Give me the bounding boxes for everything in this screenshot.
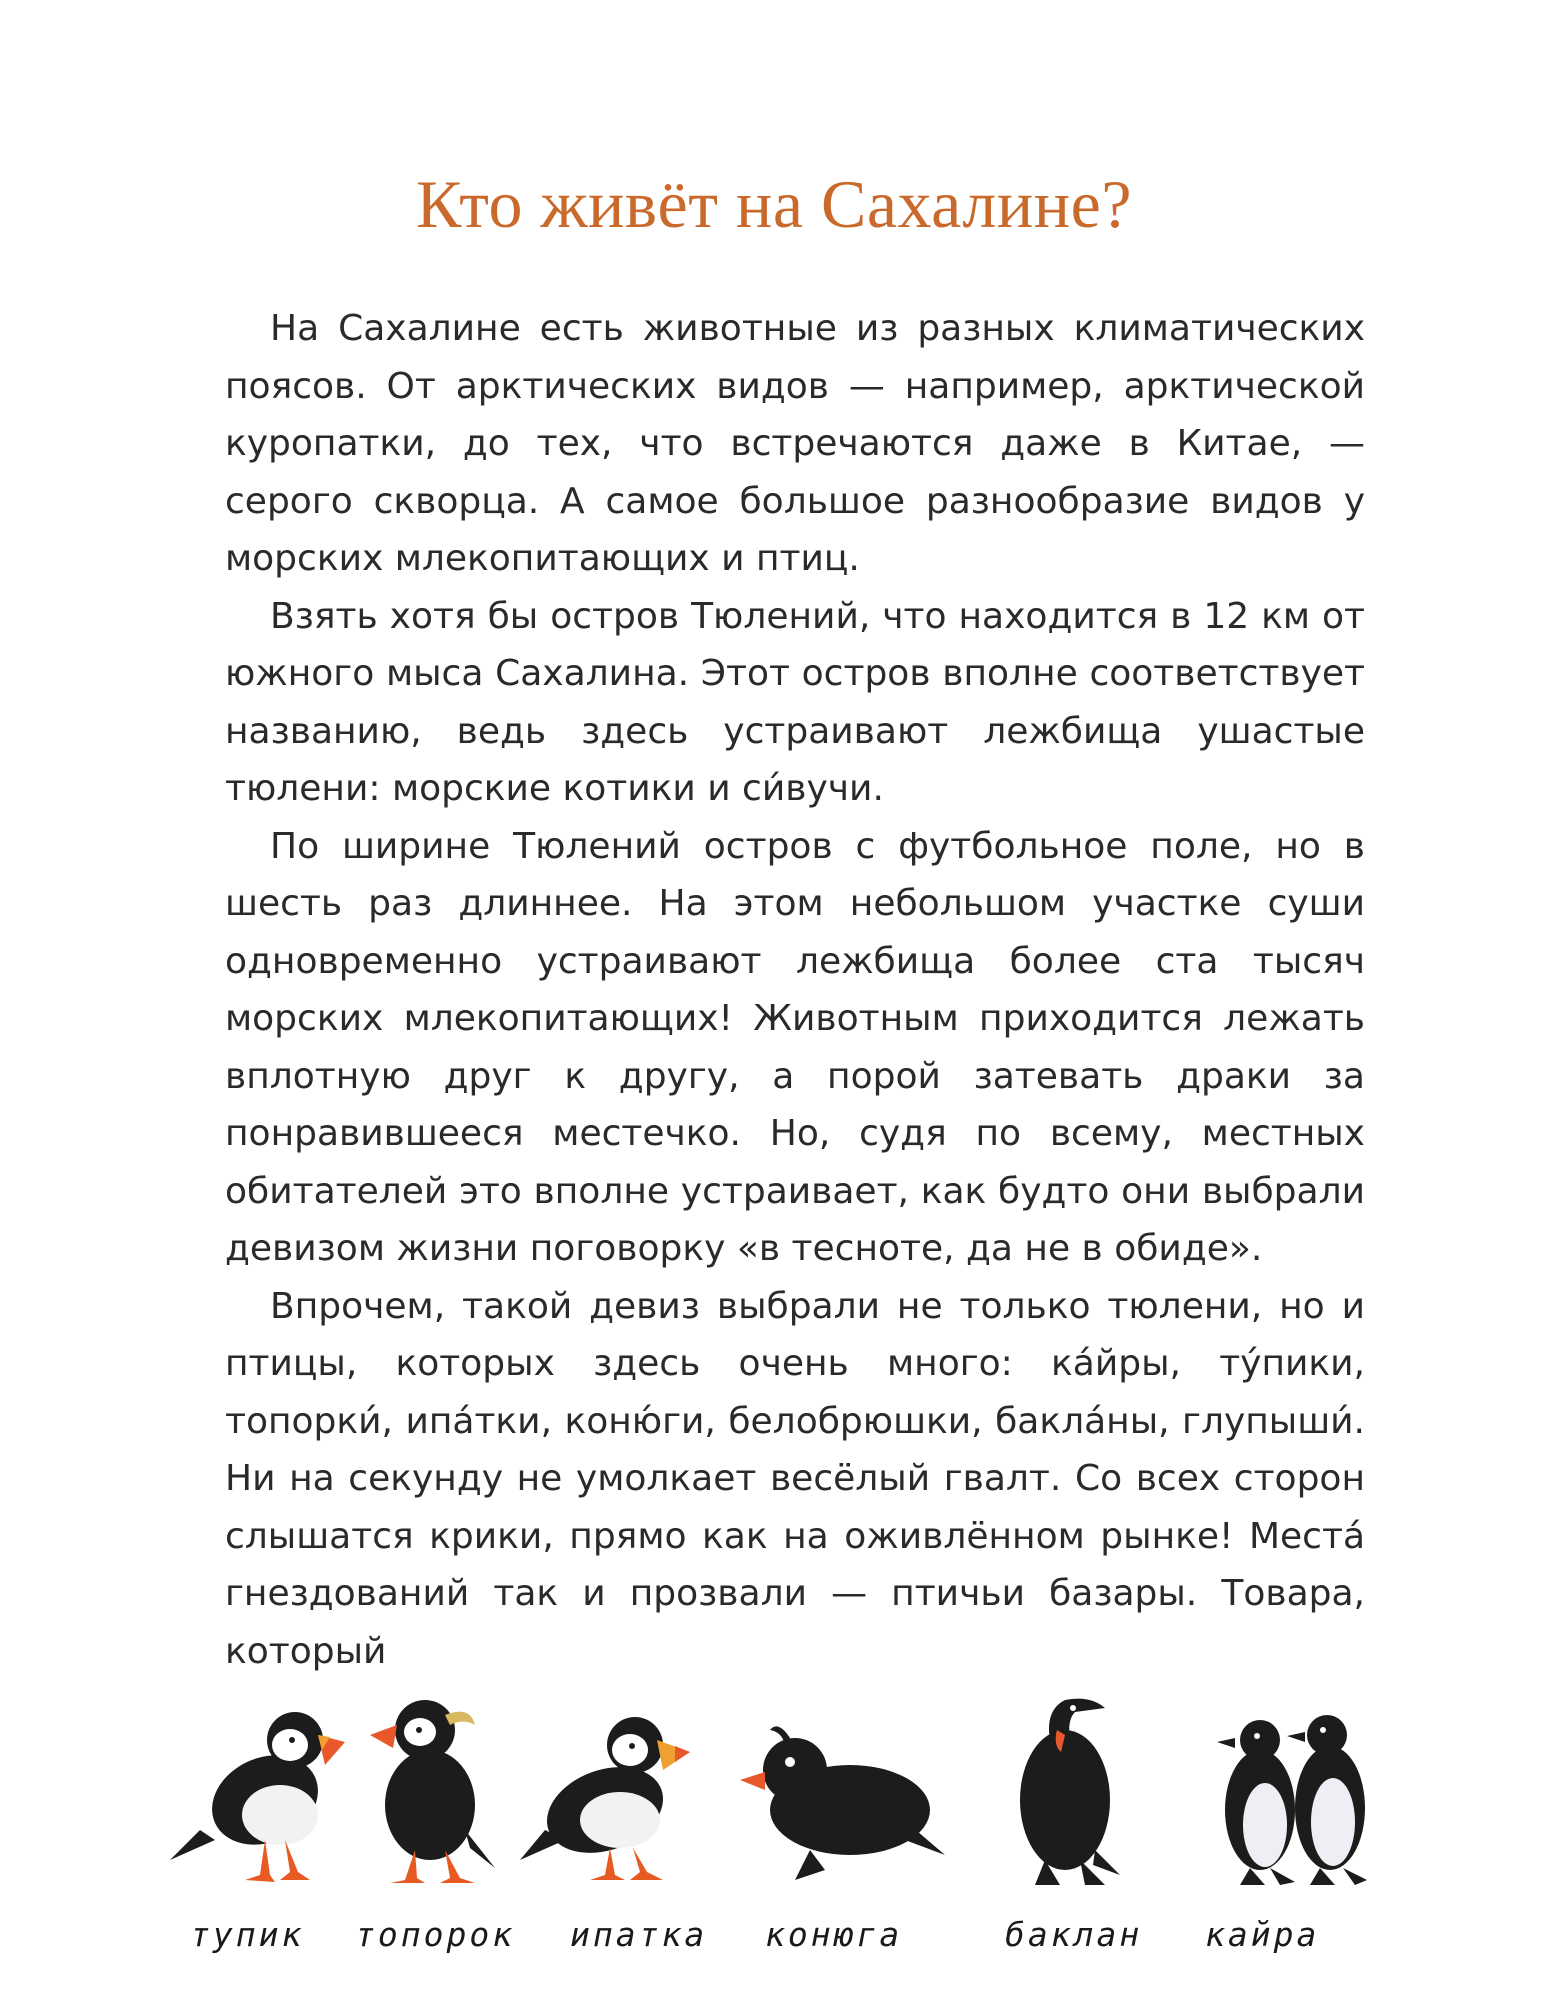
bird-illustrations (160, 1690, 1390, 1890)
paragraph: Взять хотя бы остров Тюлений, что находится в 12 км от южного мыса Сахалина. Этот остров вполне соответствует названию, ведь здесь устраивают лежбища ушастые тюлени: морские котики и си́вучи. (225, 595, 1365, 809)
murre-illustration (1217, 1715, 1367, 1885)
caption-murre: кайра (1205, 1915, 1320, 1954)
cormorant-illustration (1020, 1699, 1120, 1885)
caption-puffin: тупик (190, 1915, 305, 1954)
paragraph: Впрочем, такой девиз выбрали не только тюлени, но и птицы, которых здесь очень много: ка́йры, ту́пики, топорки́, ипа́тки, коню́ги, белобрюшки, бакла́ны, глупыши́. Ни на секунду не умолкает весёлый гвалт. Со всех сторон слышатся крики, прямо как на оживлённом рынке! Места́ гнездований так и прозвали — птичьи базары. Товара, который (225, 1285, 1365, 1672)
puffin-illustration (170, 1712, 345, 1882)
caption-cormorant: баклан (1005, 1915, 1143, 1954)
paragraph: На Сахалине есть животные из разных климатических поясов. От арктических видов — например, арктической куропатки, до тех, что встречаются даже в Китае, — серого скворца. А самое большое разнообразие видов у морских млекопитающих и птиц. (225, 308, 1365, 579)
paragraph: По ширине Тюлений остров с футбольное поле, но в шесть раз длиннее. На этом небольшом участке суши одновременно устраивают лежбища более ста тысяч морских млекопитающих! Животным приходится лежать вплотную друг к другу, а порой затевать драки за понравившееся местечко. Но, судя по всему, местных обитателей это вполне устраивает, как будто они выбрали девизом жизни поговорку «в тесноте, да не в обиде». (225, 825, 1365, 1269)
caption-tufted-puffin: топорок (355, 1915, 516, 1954)
bird-captions (150, 1915, 1400, 1975)
horned-puffin-illustration (520, 1717, 690, 1880)
page-title: Кто живёт на Сахалине? (415, 166, 1133, 242)
crested-auklet-illustration (740, 1726, 945, 1880)
tufted-puffin-illustration (370, 1700, 495, 1883)
caption-horned-puffin: ипатка (570, 1915, 708, 1954)
caption-crested-auklet: конюга (765, 1915, 903, 1954)
body-text (225, 300, 1365, 1680)
